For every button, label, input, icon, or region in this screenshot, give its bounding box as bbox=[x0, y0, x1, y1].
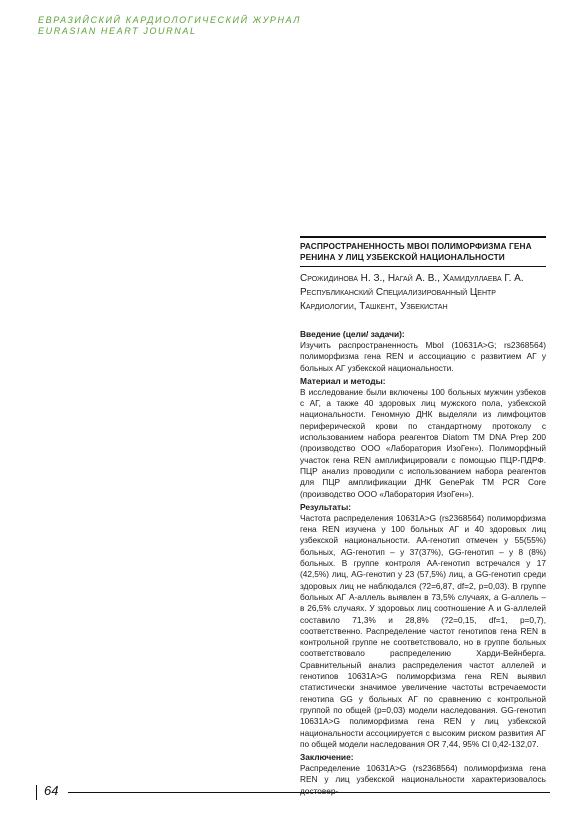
section-text-methods: В исследование были включены 100 больных мужчин узбеков с АГ, а также 40 здоровых лиц мужского пола, узбекской национальности. Геномную ДНК выделяли из лимфоцитов периферической крови по стандартному протоколу с использованием набора реагентов Diatom TM DNA Prep 200 (производство ООО «Лаборатория ИзоГен»). Полиморфный участок гена REN амплифицировали с помощью ПЦР-ПДРФ. ПЦР анализ проводили с использованием набора реагентов для ПЦР амплификации ДНК GenePak TM PCR Core (производство ООО «Лаборатория ИзоГен»). bbox=[300, 386, 546, 499]
section-text-conclusion: Распределение 10631A>G (rs2368564) полиморфизма гена REN у лиц узбекской национальности характеризовалось достовер- bbox=[300, 763, 546, 796]
section-heading-methods: Материал и методы: bbox=[300, 375, 386, 386]
page-footer bbox=[30, 782, 550, 802]
footer-left-bar bbox=[36, 785, 37, 800]
article-title: РАСПРОСТРАНЕННОСТЬ MBOI ПОЛИМОРФИЗМА ГЕНА РЕНИНА У ЛИЦ УЗБЕКСКОЙ НАЦИОНАЛЬНОСТИ bbox=[300, 241, 532, 262]
article-affiliation: Республиканский Специализированный Центр Кардиологии, Ташкент, Узбекистан bbox=[300, 287, 496, 312]
abstract-column bbox=[300, 236, 546, 799]
title-top-rule bbox=[300, 236, 546, 238]
section-text-results: Частота распределения 10631A>G (rs2368564) полиморфизма гена REN изучена у 100 больных АГ и 40 здоровых лиц узбекской национальности. АА-генотип отмечен у 55(55%) больных, AG-генотип – у 37(37%), GG-генотип – у 8 (8%) больных. В группе контроля АА-генотип встречался у 17 (42,5%) лиц, AG-генотип у 23 (57,5%) лиц, а GG-генотип среди здоровых лиц не наблюдался (?2=6,87, df=2, p=0,03). В группе больных АГ А-аллель выявлен в 73,5% случаях, а G-аллель – в 26,5% случаях. У здоровых лиц соотношение А и G-аллелей составило 71,3% и 28,8% (?2=0,15, df=1, p=0,7), соответственно. Распределение частот генотипов гена REN в контрольной группе не соответствовало, но в группе больных соответствовало распределению Харди-Вейнберга. Сравнительный анализ распределения частот аллелей и генотипов 10631A>G полиморфизма гена REN выявил статистически значимое увеличение частоты встречаемости генотипа GG у больных АГ по сравнению с контрольной группой по общей (p=0,03) модели наследования. GG-генотип 10631A>G полиморфизма гена REN у лиц узбекской национальности ассоциируется с высоким риском развития АГ по общей модели наследования OR 7,44, 95% CI 0,42-132,07. bbox=[300, 512, 546, 749]
journal-title-ru: ЕВРАЗИЙСКИЙ КАРДИОЛОГИЧЕСКИЙ ЖУРНАЛ bbox=[38, 15, 302, 25]
section-text-introduction: Изучить распространенность MboI (10631A>G; rs2368564) полиморфизма гена REN и ассоциацию с развитием АГ у больных АГ узбекской национальности. bbox=[300, 340, 546, 373]
section-heading-conclusion: Заключение: bbox=[300, 752, 354, 763]
section-heading-results: Результаты: bbox=[300, 501, 352, 512]
page-number: 64 bbox=[44, 783, 59, 798]
journal-title-en: EURASIAN HEART JOURNAL bbox=[38, 26, 197, 36]
journal-header bbox=[38, 15, 301, 37]
article-authors: Срожидинова Н. З., Нагай А. В., Хамидуллаева Г. А. bbox=[300, 273, 524, 284]
footer-rule bbox=[68, 792, 550, 793]
section-heading-introduction: Введение (цели/ задачи): bbox=[300, 329, 405, 339]
title-bottom-rule bbox=[300, 266, 546, 267]
